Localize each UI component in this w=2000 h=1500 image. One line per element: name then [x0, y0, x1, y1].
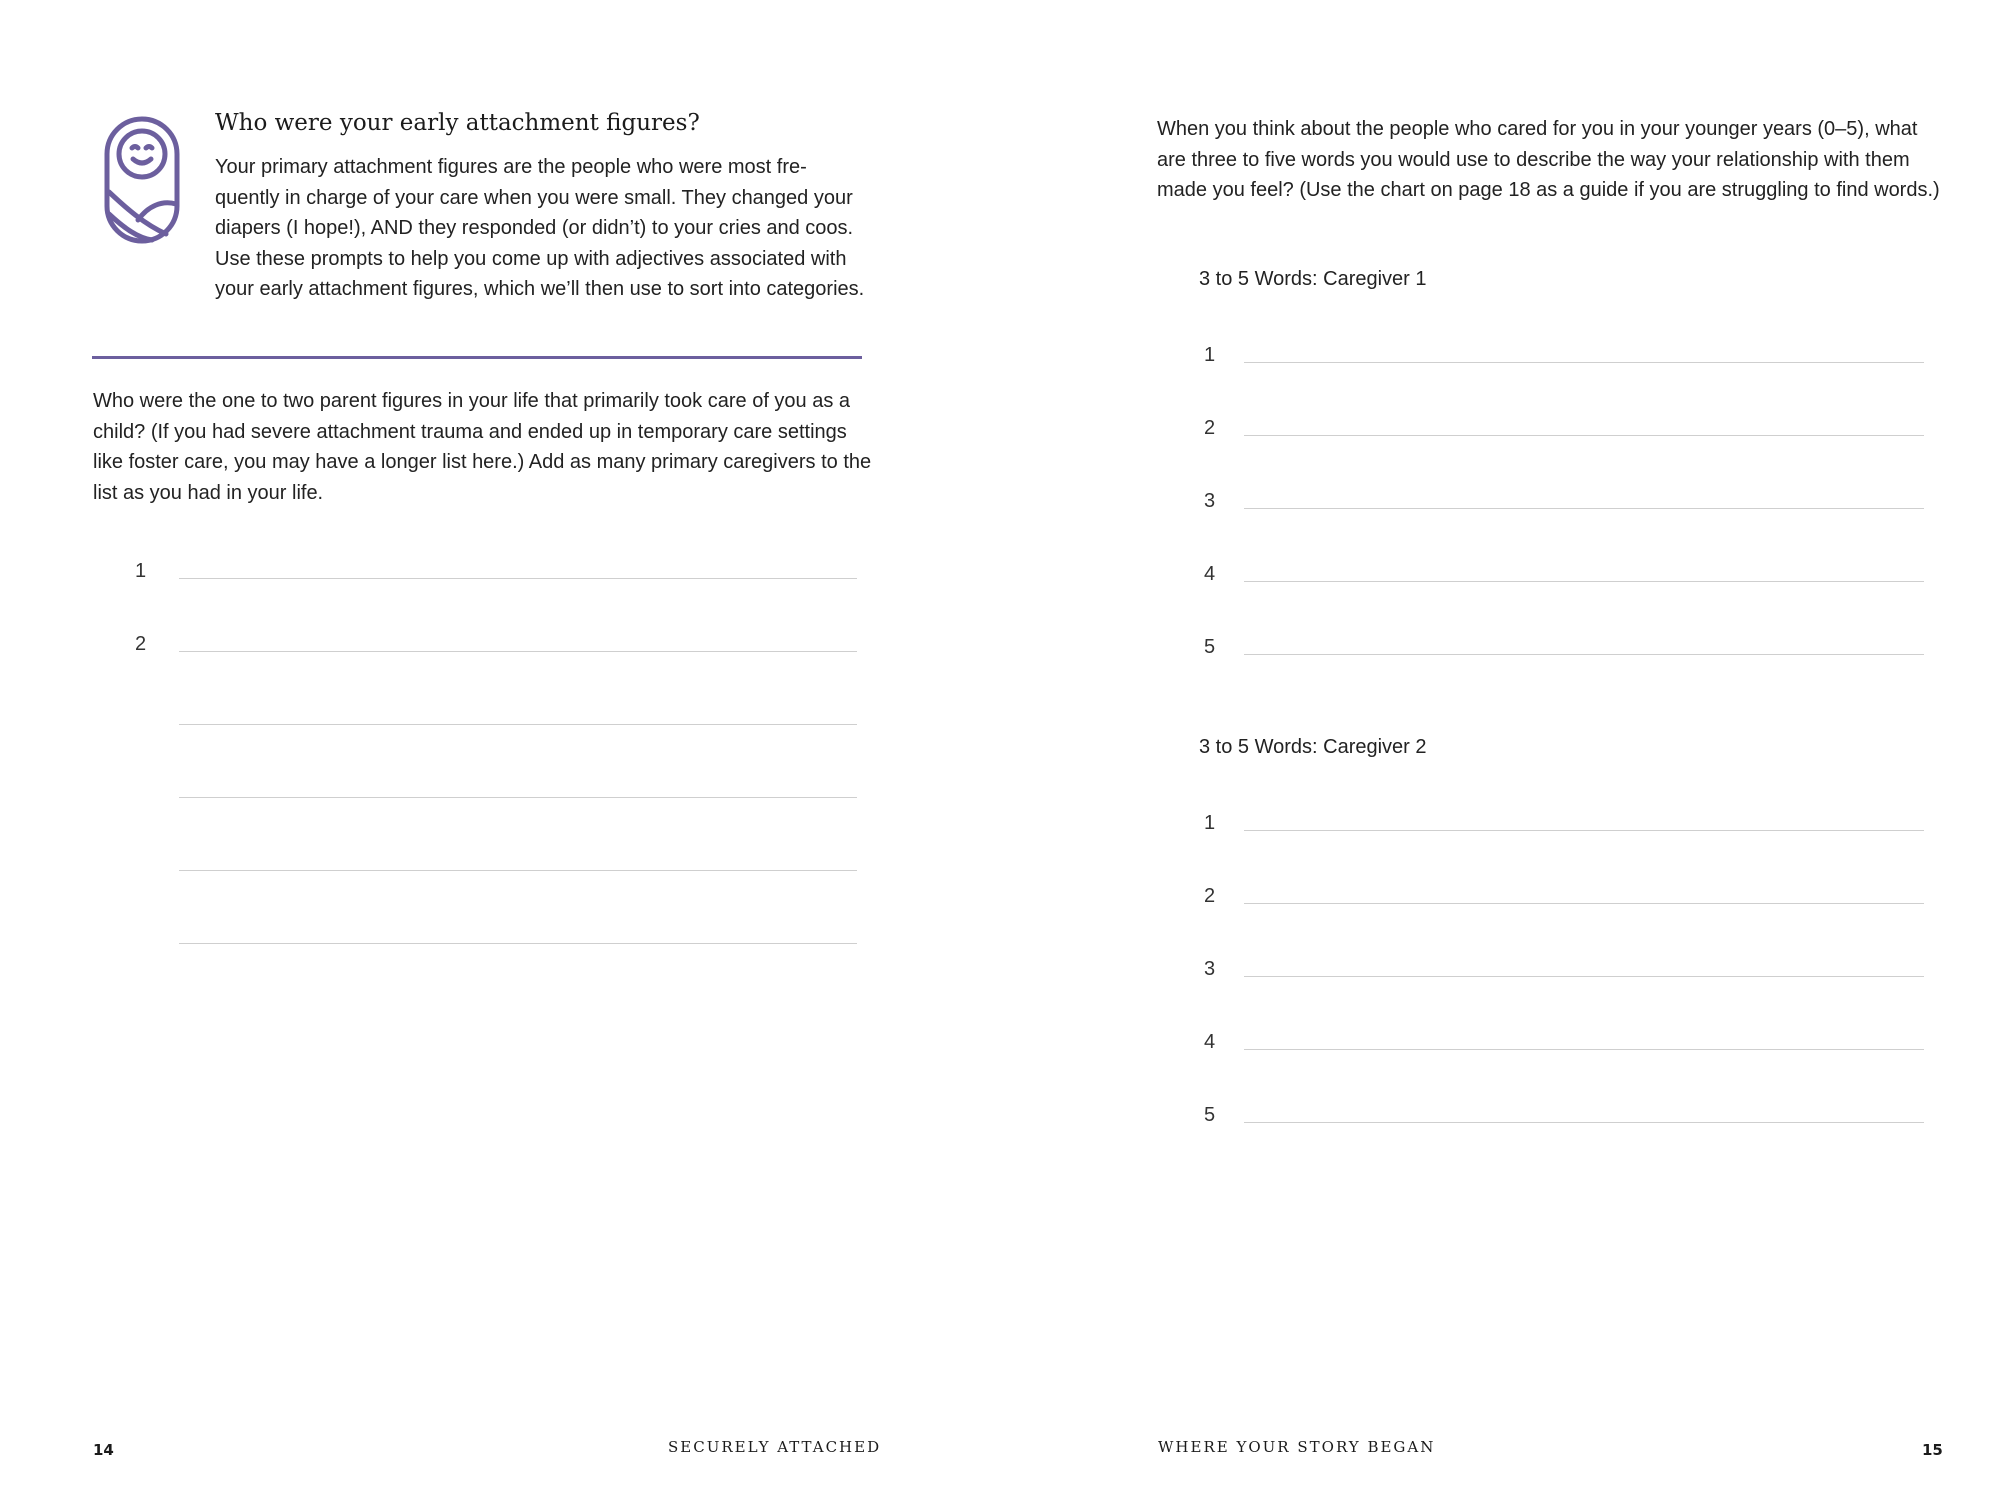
write-line[interactable]: [1244, 508, 1924, 509]
line-number: 3: [1204, 958, 1216, 980]
write-line[interactable]: [179, 943, 857, 944]
line-number: 5: [1204, 1104, 1216, 1126]
running-head-right: WHERE YOUR STORY BEGAN: [1158, 1438, 1436, 1456]
write-line[interactable]: [179, 797, 857, 798]
section-title: Who were your early attachment figures?: [215, 110, 700, 136]
caregiver-2-heading: 3 to 5 Words: Caregiver 2: [1199, 736, 1427, 758]
write-line[interactable]: [179, 578, 857, 579]
write-line[interactable]: [1244, 654, 1924, 655]
write-line[interactable]: [179, 651, 857, 652]
line-number: 5: [1204, 636, 1216, 658]
write-line[interactable]: [1244, 362, 1924, 363]
page-number-right: 15: [1922, 1441, 1943, 1459]
line-number: 1: [135, 560, 147, 582]
intro-paragraph: Your primary attachment figures are the people who were most fre-quently in charge of your care when you were small. They changed your diapers (I hope!), AND they responded (or didn’t) to your cries and coos. Use these prompts to help you come up with adjectives associated with your early attachment figures, which we’ll then use to sort into categories.: [215, 156, 865, 300]
write-line[interactable]: [1244, 903, 1924, 904]
line-number: 4: [1204, 1031, 1216, 1053]
write-line[interactable]: [1244, 1122, 1924, 1123]
swaddled-baby-icon: [104, 116, 180, 244]
line-number: 4: [1204, 563, 1216, 585]
write-line[interactable]: [1244, 830, 1924, 831]
write-line[interactable]: [1244, 581, 1924, 582]
page-number-left: 14: [93, 1441, 114, 1459]
running-head-left: SECURELY ATTACHED: [668, 1438, 882, 1456]
line-number: 2: [135, 633, 147, 655]
right-page: [1000, 0, 2000, 1500]
line-number: 2: [1204, 885, 1216, 907]
caregivers-question: Who were the one to two parent figures in your life that primarily took care of you as a child? (If you had severe attachment trauma and ended up in temporary care settings like foster care, you may have a longer list here.) Add as many primary caregivers to the list as you had in your life.: [93, 390, 872, 504]
line-number: 3: [1204, 490, 1216, 512]
caregiver-1-heading: 3 to 5 Words: Caregiver 1: [1199, 268, 1427, 290]
write-line[interactable]: [1244, 435, 1924, 436]
write-line[interactable]: [1244, 1049, 1924, 1050]
write-line[interactable]: [1244, 976, 1924, 977]
line-number: 1: [1204, 812, 1216, 834]
feelings-question: When you think about the people who cared for you in your younger years (0–5), what are three to five words you would use to describe the way your relationship with them made you feel? (Use the chart on page 18 as a guide if you are struggling to find words.): [1157, 118, 1940, 201]
write-line[interactable]: [179, 724, 857, 725]
section-divider: [92, 356, 862, 359]
line-number: 2: [1204, 417, 1216, 439]
line-number: 1: [1204, 344, 1216, 366]
write-line[interactable]: [179, 870, 857, 871]
